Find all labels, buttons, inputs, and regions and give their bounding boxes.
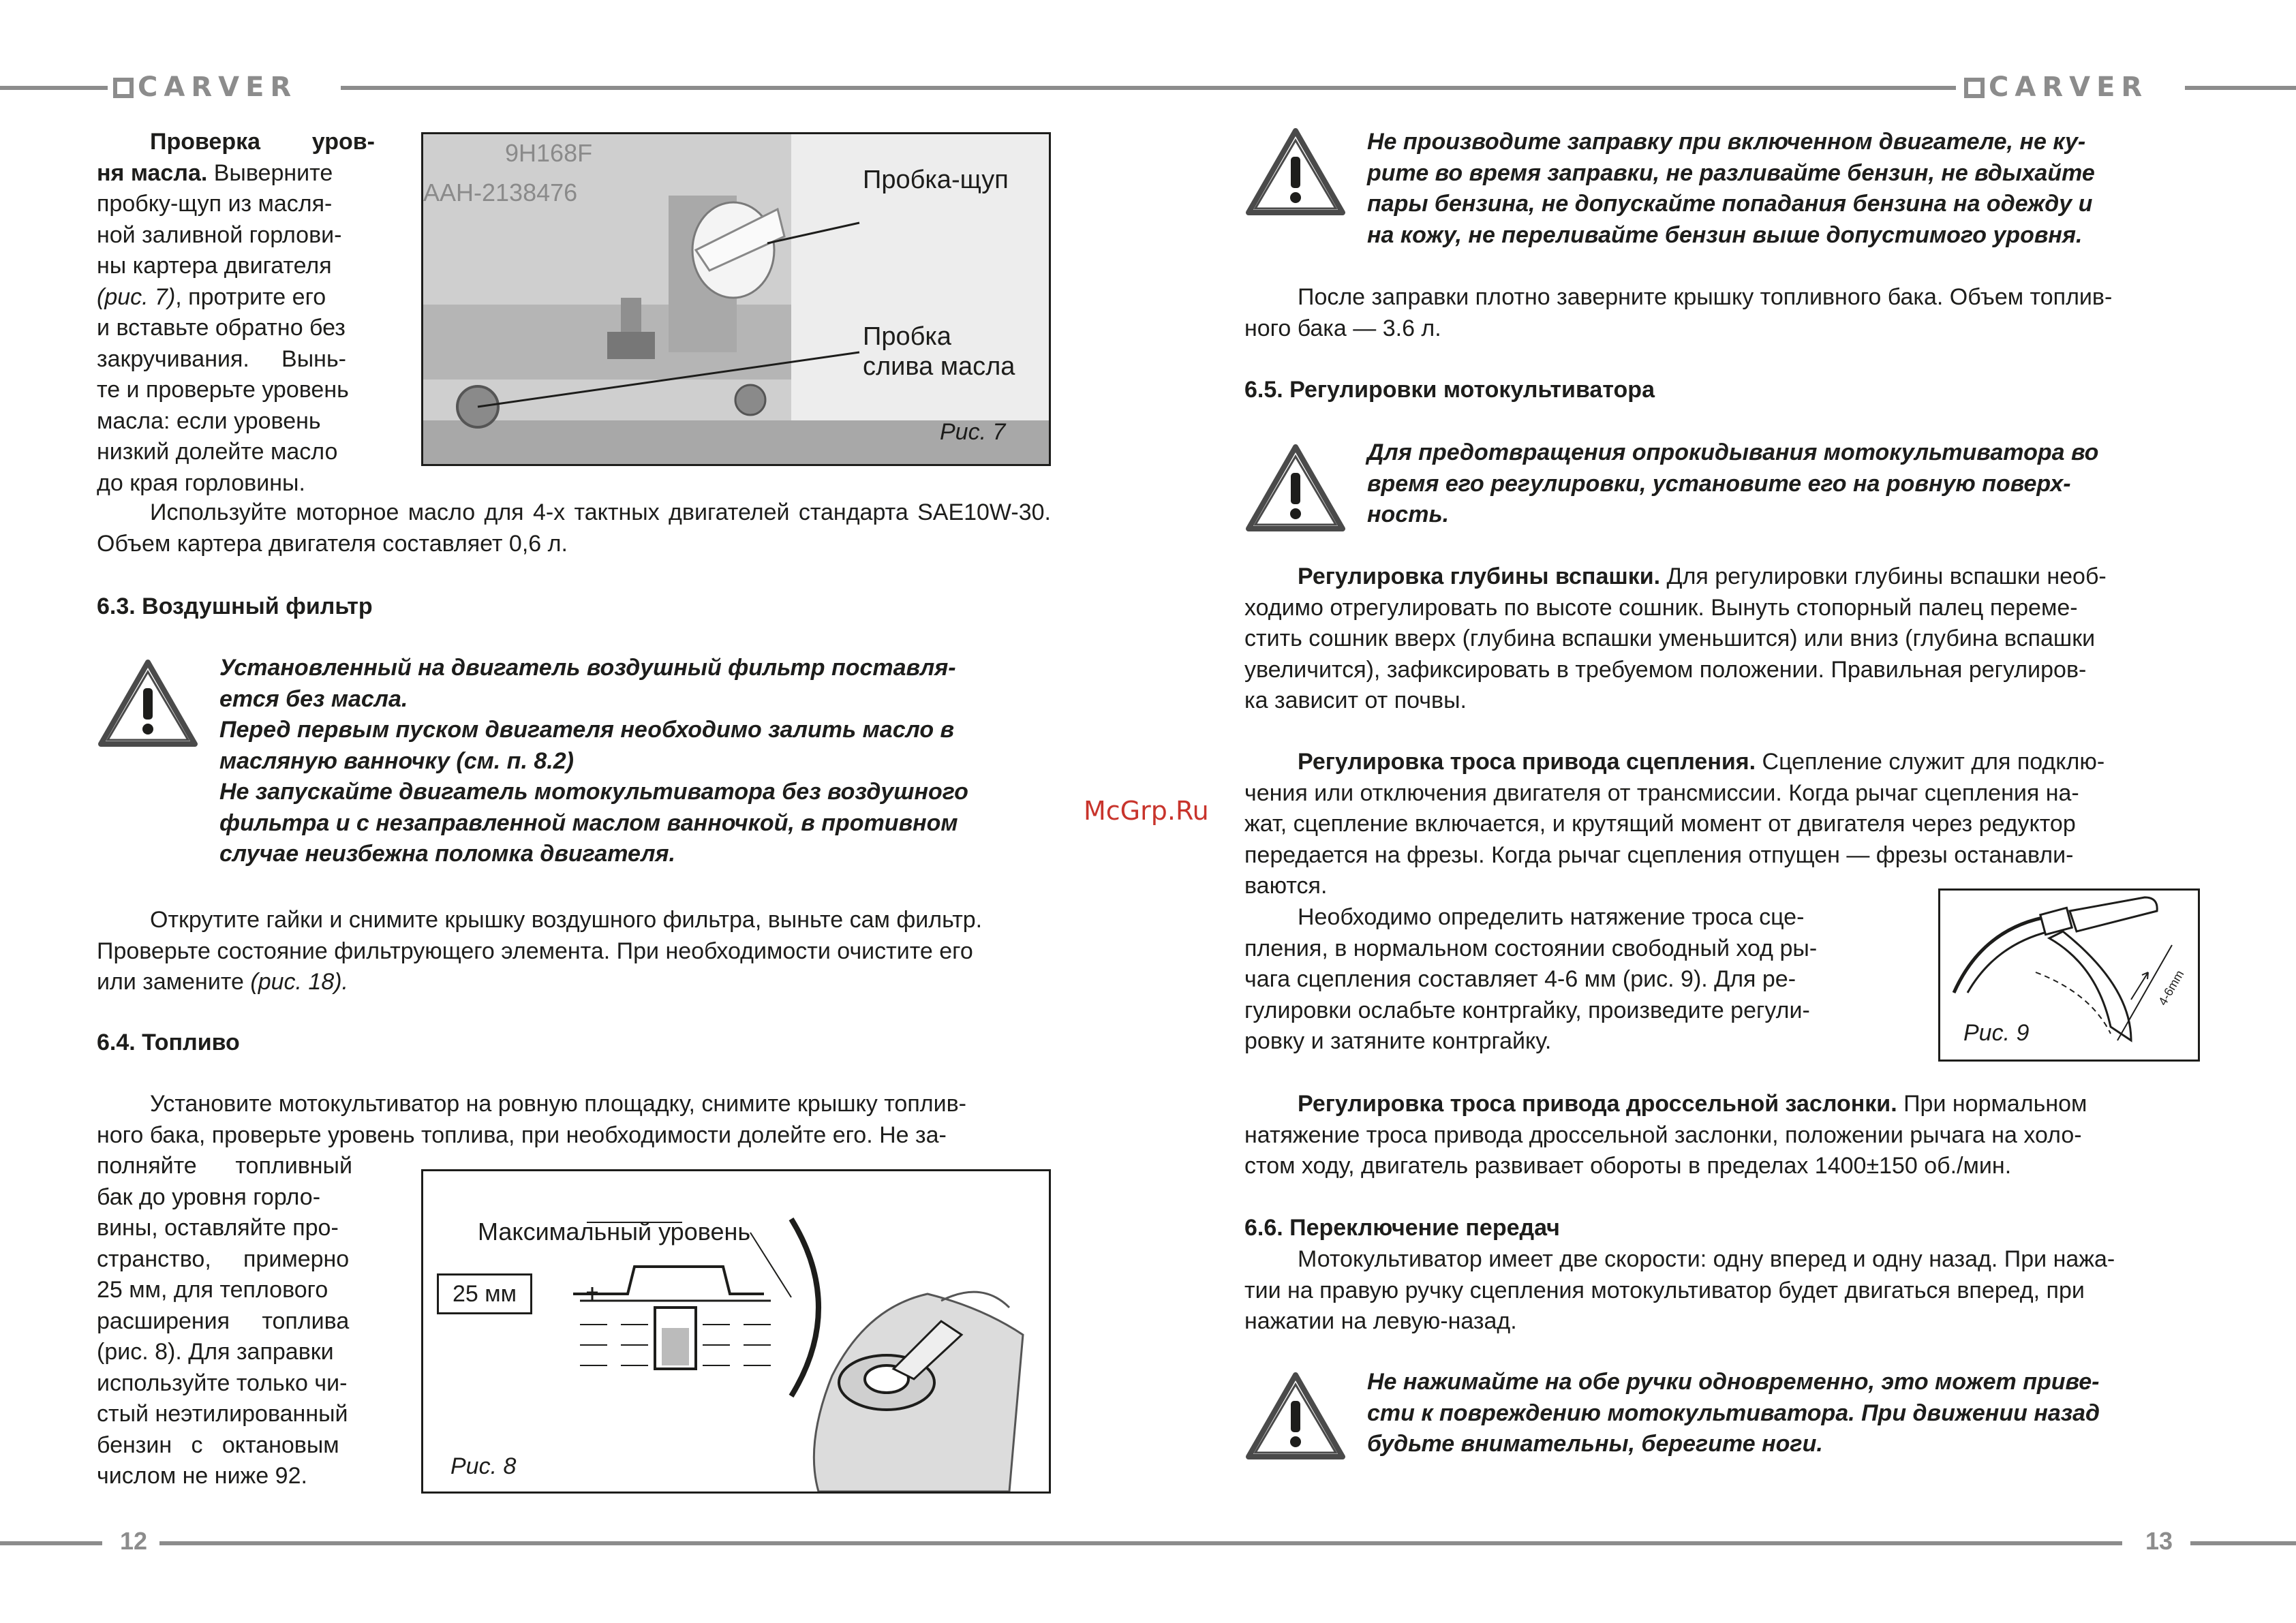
oil-check-line: ня масла. Выверните: [97, 159, 333, 186]
text-line: натяжение троса привода дроссельной заслонки, положении рычага на холо-: [1244, 1122, 2082, 1148]
warning-triangle-icon: [1244, 127, 1347, 217]
figure-9-clutch-lever: [1938, 888, 2200, 1062]
throttle-title: Регулировка троса привода дроссельной заслонки.: [1298, 1091, 1897, 1117]
text-line: ходимо отрегулировать по высоте сошник. Вынуть стопорный палец переме-: [1244, 594, 2078, 621]
throttle-paragraph: [1244, 1089, 2200, 1182]
oil-check-line: масла: если уровень: [97, 407, 321, 434]
footer-rule-center: [159, 1541, 2122, 1545]
figure-8-caption: Рис. 8: [450, 1453, 517, 1479]
brand-mark-icon: [113, 78, 134, 98]
oil-paragraph: Используйте моторное масло для 4-х тактных двигателей стандарта SAE10W-30. Объем картера двигателя составляет 0,6 л.: [97, 499, 1051, 557]
text-line: увеличится), зафиксировать в требуемом положении. Правильная регулиров-: [1244, 656, 2087, 683]
text-line: Мотокультиватор имеет две скорости: одну вперед и одну назад. При нажа-: [1298, 1246, 2115, 1272]
oil-check-block: [97, 127, 375, 499]
oil-check-line: закручивания. Вынь-: [97, 345, 346, 372]
text-line: 25 мм, для теплового: [97, 1277, 328, 1303]
adjust-warning: [1367, 437, 2200, 531]
text-line: Регулировка троса привода сцепления. Сцепление служит для подклю-: [1298, 749, 2105, 775]
oil-check-line: ны картера двигателя: [97, 253, 332, 279]
warning-triangle-icon: [97, 658, 199, 748]
text-line: ваются.: [1244, 873, 1328, 899]
text-line: ного бака, проверьте уровень топлива, при необходимости долейте его. Не за-: [97, 1122, 947, 1148]
watermark: McGrp.Ru: [1084, 796, 1209, 826]
text-line: числом не ниже 92.: [97, 1463, 307, 1489]
figure-7-caption: Рис. 7: [940, 419, 1006, 445]
warning-line: случае неизбежна поломка двигателя.: [219, 841, 675, 867]
clutch-title: Регулировка троса привода сцепления.: [1298, 749, 1756, 775]
text-line: Установите мотокультиватор на ровную площадку, снимите крышку топлив-: [150, 1091, 966, 1117]
oil-check-line: (рис. 7), протрите его: [97, 283, 326, 310]
label-dipstick: Пробка-щуп: [863, 166, 1009, 194]
warning-line: Для предотвращения опрокидывания мотокультиватора во: [1367, 439, 2099, 465]
label-drain-plug-1: Пробка: [863, 322, 951, 351]
text-line: жат, сцепление включается, и крутящий момент от двигателя через редуктор: [1244, 811, 2076, 837]
warning-triangle-icon: [1244, 443, 1347, 533]
warning-line: масляную ванночку (см. п. 8.2): [219, 747, 574, 774]
warning-line: ность.: [1367, 501, 1450, 527]
header-rule-right: [2185, 86, 2296, 90]
text-line: стить сошник вверх (глубина вспашки уменьшится) или вниз (глубина вспашки: [1244, 625, 2096, 651]
gears-warning: [1367, 1367, 2200, 1460]
warning-line: пары бензина, не допускайте попадания бензина на одежду и: [1367, 191, 2093, 217]
engraving-1: 9H168F: [505, 139, 593, 167]
text-line: нажатии на левую-назад.: [1244, 1308, 1517, 1334]
oil-check-line: до края горловины.: [97, 469, 305, 496]
label-drain-plug-2: слива масла: [863, 352, 1015, 381]
clutch-paragraph: [1244, 747, 2200, 902]
warning-line: Не запускайте двигатель мотокультиватора без воздушного: [219, 779, 968, 805]
fuel-narrow-column: [97, 1151, 375, 1492]
text-line: стом ходу, двигатель развивает обороты в пределах 1400±150 об./мин.: [1244, 1153, 2012, 1179]
warning-line: ется без масла.: [219, 685, 408, 712]
text-line: используйте только чи-: [97, 1370, 348, 1396]
oil-check-line: те и проверьте уровень: [97, 377, 349, 403]
clutch-tension-paragraph: [1244, 902, 1892, 1057]
brand-mark-icon: [1964, 78, 1985, 98]
warning-line: на кожу, не переливайте бензин выше допустимого уровня.: [1367, 221, 2083, 248]
air-filter-warning: [219, 653, 1051, 870]
text-line: бензин с октановым: [97, 1432, 339, 1458]
warning-line: Не производите заправку при включенном двигателе, не ку-: [1367, 129, 2086, 155]
warning-line: Установленный на двигатель воздушный фильтр поставля-: [219, 655, 956, 681]
text-line: ровку и затяните контргайку.: [1244, 1028, 1552, 1054]
footer-rule-right: [2190, 1541, 2296, 1545]
warning-line: Не нажимайте на обе ручки одновременно, это может приве-: [1367, 1369, 2100, 1395]
warning-line: Перед первым пуском двигателя необходимо залить масло в: [219, 717, 955, 743]
oil-check-line: [97, 127, 375, 158]
text-line: Открутите гайки и снимите крышку воздушного фильтра, выньте сам фильтр.: [150, 907, 983, 933]
figure-7-engine-photo: [421, 132, 1051, 466]
header-rule-center: [341, 86, 1956, 90]
after-fuel-paragraph: [1244, 282, 2200, 344]
page-number-right: 13: [2145, 1527, 2173, 1555]
oil-check-line: ной заливной горлови-: [97, 221, 342, 248]
label-max-level: Максимальный уровень: [478, 1218, 751, 1246]
heading-fuel: 6.4. Топливо: [97, 1030, 240, 1055]
header-rule-left: [0, 86, 108, 90]
label-25mm-box: 25 мм: [437, 1273, 532, 1314]
page-number-left: 12: [120, 1527, 148, 1555]
gears-paragraph: [1244, 1244, 2200, 1338]
warning-line: сти к повреждению мотокультиватора. При движении назад: [1367, 1400, 2100, 1426]
text-line: Необходимо определить натяжение троса сце-: [1298, 904, 1805, 930]
warning-line: рите во время заправки, не разливайте бензин, не вдыхайте: [1367, 159, 2095, 186]
figure-8-fuel-level: [421, 1169, 1051, 1494]
figure-9-caption: Рис. 9: [1963, 1020, 2030, 1046]
text-line: После заправки плотно заверните крышку топливного бака. Объем топлив-: [1298, 284, 2113, 310]
text-line: Регулировка глубины вспашки. Для регулировки глубины вспашки необ-: [1298, 563, 2107, 589]
text-line: чага сцепления составляет 4-6 мм (рис. 9). Для ре-: [1244, 966, 1796, 992]
fuel-warning: [1367, 127, 2200, 251]
text-line: чения или отключения двигателя от трансмиссии. Когда рычаг сцепления на-: [1244, 779, 2079, 806]
warning-line: будьте внимательны, берегите ноги.: [1367, 1431, 1823, 1457]
warning-line: время его регулировки, установите его на ровную поверх-: [1367, 470, 2071, 497]
text-line: или замените (рис. 18).: [97, 969, 348, 995]
fuel-paragraph: [97, 1089, 1051, 1151]
text-line: тии на правую ручку сцепления мотокультиватор будет двигаться вперед, при: [1244, 1277, 2085, 1303]
depth-title: Регулировка глубины вспашки.: [1298, 563, 1661, 589]
text-line: странство, примерно: [97, 1246, 350, 1272]
oil-check-line: и вставьте обратно без: [97, 315, 346, 341]
brand-logo-right: CARVER: [1964, 71, 2148, 104]
text-line: передается на фрезы. Когда рычаг сцепления отпущен — фрезы останавли-: [1244, 841, 2074, 868]
engraving-2: AAH-2138476: [423, 179, 578, 206]
text-line: гулировки ослабьте контргайку, произведите регули-: [1244, 997, 1810, 1023]
air-filter-paragraph: [97, 905, 1051, 998]
text-line: Регулировка троса привода дроссельной заслонки. При нормальном: [1298, 1091, 2087, 1117]
oil-check-title: Проверка уров-: [150, 129, 375, 155]
warning-line: фильтра и с незаправленной маслом ванночкой, в противном: [219, 809, 958, 836]
figure-9-dim: 4-6mm: [2156, 968, 2187, 1008]
footer-rule-left: [0, 1541, 102, 1545]
brand-logo-left: CARVER: [113, 71, 297, 104]
text-line: пления, в нормальном состоянии свободный ход ры-: [1244, 935, 1818, 961]
text-line: расширения топлива: [97, 1308, 350, 1334]
text-line: (рис. 8). Для заправки: [97, 1339, 334, 1365]
warning-triangle-icon: [1244, 1371, 1347, 1461]
text-line: вины, оставляйте про-: [97, 1215, 339, 1241]
text-line: ного бака — 3.6 л.: [1244, 315, 1441, 341]
text-line: Проверьте состояние фильтрующего элемента. При необходимости очистите его: [97, 938, 973, 964]
heading-gears: 6.6. Переключение передач: [1244, 1215, 1560, 1241]
oil-check-line: пробку-щуп из масля-: [97, 191, 333, 217]
text-line: бак до уровня горло-: [97, 1184, 321, 1210]
oil-check-line: низкий долейте масло: [97, 439, 338, 465]
depth-paragraph: [1244, 561, 2200, 717]
text-line: стый неэтилированный: [97, 1401, 348, 1427]
heading-air-filter: 6.3. Воздушный фильтр: [97, 593, 373, 619]
text-line: ка зависит от почвы.: [1244, 687, 1467, 713]
heading-adjustments: 6.5. Регулировки мотокультиватора: [1244, 377, 1655, 403]
text-line: полняйте топливный: [97, 1153, 352, 1179]
